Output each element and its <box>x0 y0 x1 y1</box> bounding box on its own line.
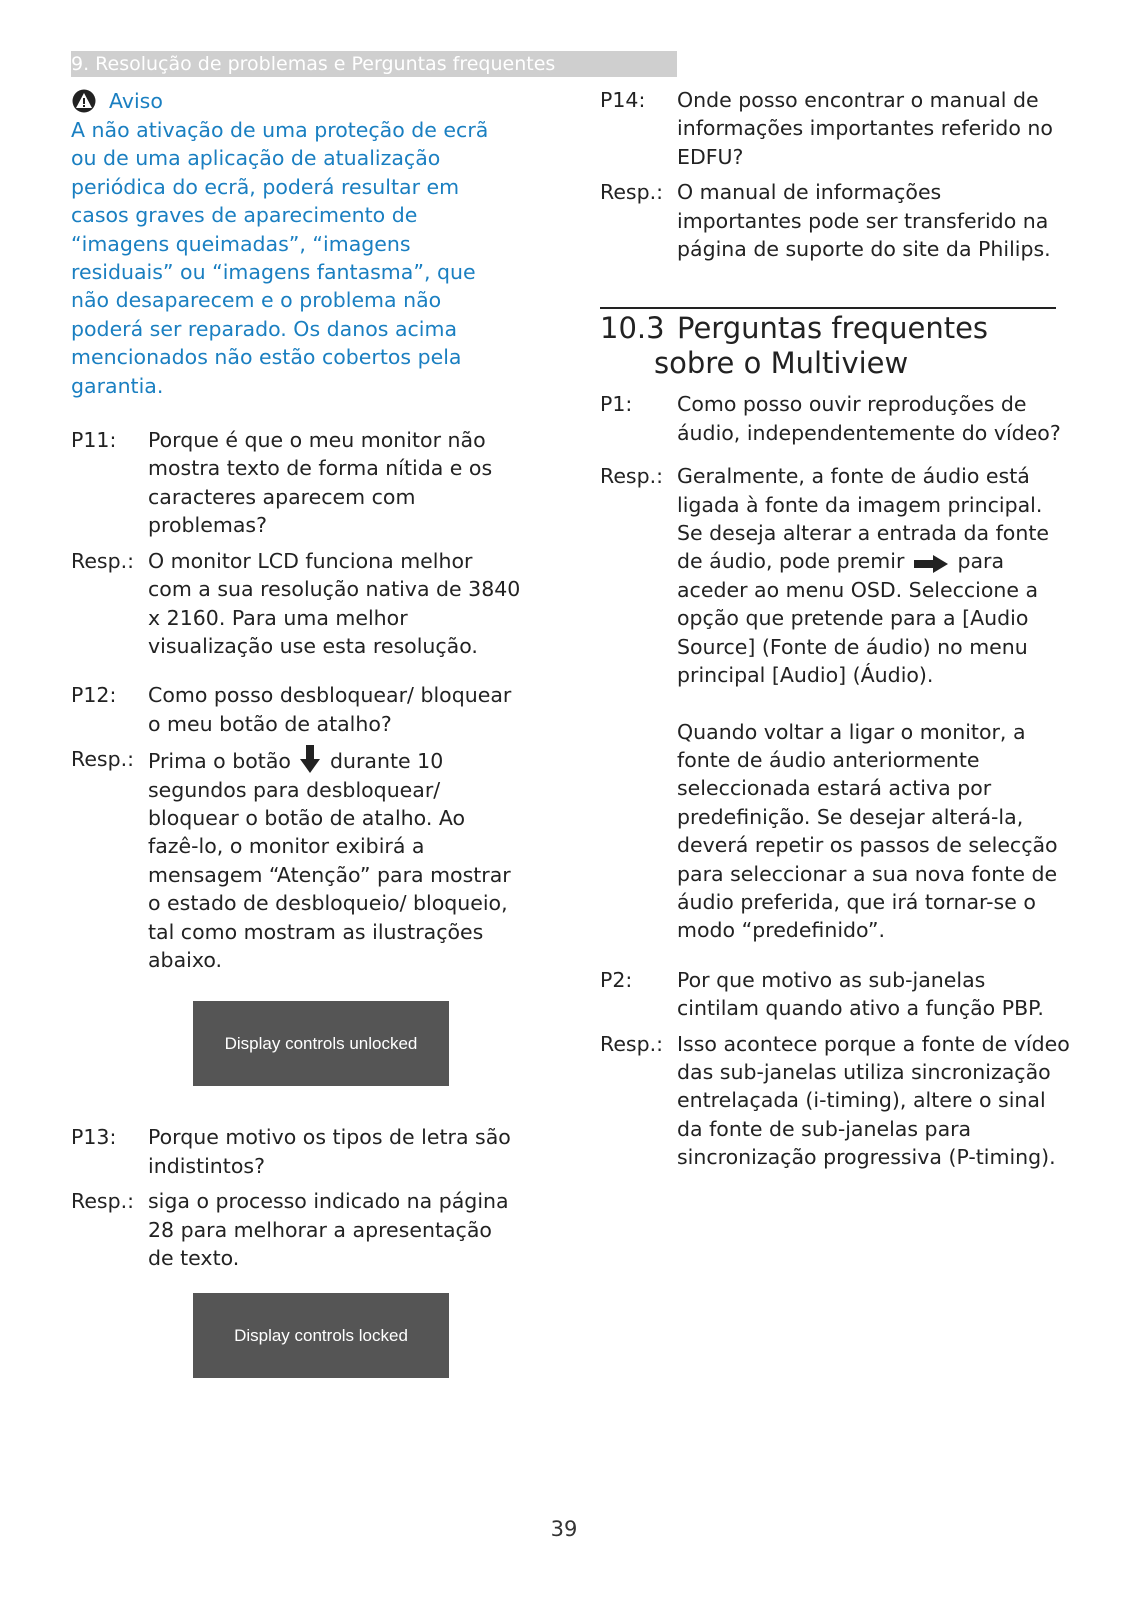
section-number: 10.3 <box>600 311 665 346</box>
warning-triangle-icon <box>71 89 97 113</box>
question-text: Como posso ouvir reproduções de áudio, independentemente do vídeo? <box>677 392 1061 445</box>
warning-heading <box>71 86 521 116</box>
question-text: Porque motivo os tipos de letra são indistintos? <box>148 1125 511 1178</box>
osd-locked-text: Display controls locked <box>234 1325 408 1345</box>
answer-paragraph-2: Quando voltar a ligar o monitor, a fonte de áudio anteriormente seleccionada estará activa por predefinição. Se desejar alterá-la, deverá repetir os passos de selecção para seleccionar a sua nova fonte de áudio preferida, que irá tornar-se o modo “predefinido”. <box>677 719 1058 943</box>
answer-r13 <box>71 1187 521 1272</box>
osd-message-locked <box>193 1293 449 1378</box>
question-text: Como posso desbloquear/ bloquear o meu botão de atalho? <box>148 683 512 736</box>
osd-message-unlocked <box>193 1001 449 1086</box>
section-divider <box>600 307 1056 309</box>
section-heading <box>600 311 1070 381</box>
warning-title: Aviso <box>109 88 163 113</box>
answer-text <box>148 745 521 974</box>
answer-text-before: Prima o botão <box>148 749 291 774</box>
answer-text-after: para aceder ao menu OSD. Seleccione a opção que pretende para a [Audio Source] (Fonte de áudio) no menu principal [Audio] (Áudio). <box>677 549 1039 688</box>
question-text: Por que motivo as sub-janelas cintilam quando ativo a função PBP. <box>677 967 1044 1021</box>
right-column <box>600 86 1070 1172</box>
answer-text-after: durante 10 segundos para desbloquear/ bloquear o botão de atalho. Ao fazê-lo, o monitor exibirá a mensagem “Atenção” para mostrar o estado de desbloqueio/ bloqueio, tal como mostram as ilustrações abaixo. <box>148 749 511 972</box>
question-p12 <box>71 681 521 738</box>
question-p2 <box>600 966 1070 1023</box>
answer-r2 <box>600 1030 1070 1172</box>
answer-label: Resp.: <box>71 548 135 573</box>
question-text: Porque é que o meu monitor não mostra texto de forma nítida e os caracteres aparecem com problemas? <box>148 428 493 538</box>
answer-label: Resp.: <box>600 180 664 205</box>
answer-r12 <box>71 745 521 974</box>
osd-unlocked-text: Display controls unlocked <box>224 1033 418 1053</box>
question-label: P2: <box>600 967 633 992</box>
question-p11 <box>71 426 521 540</box>
answer-label: Resp.: <box>71 1189 135 1214</box>
answer-text <box>677 462 1070 945</box>
question-p13 <box>71 1123 521 1180</box>
question-text: Onde posso encontrar o manual de informações importantes referido no EDFU? <box>677 88 1053 169</box>
right-arrow-icon <box>914 555 948 573</box>
left-column <box>71 86 521 1378</box>
warning-text: A não ativação de uma proteção de ecrã ou de uma aplicação de atualização periódica do ecrã, poderá resultar em casos graves de aparecimento de “imagens queimadas”, “imagens residuais” ou “imagens fantasma”, que não desaparecem e o problema não poderá ser reparado. Os danos acima mencionados não estão cobertos pela garantia. <box>71 118 489 398</box>
answer-text: O monitor LCD funciona melhor com a sua resolução nativa de 3840 x 2160. Para uma melhor visualização use esta resolução. <box>148 548 521 658</box>
answer-r1 <box>600 462 1070 945</box>
question-p14 <box>600 86 1070 171</box>
answer-text: O manual de informações importantes pode ser transferido na página de suporte do site da Philips. <box>677 180 1051 262</box>
question-label: P11: <box>71 428 117 453</box>
question-label: P14: <box>600 88 646 112</box>
answer-label: Resp.: <box>600 1031 664 1056</box>
answer-r14 <box>600 178 1070 263</box>
question-p1 <box>600 390 1070 447</box>
answer-r11 <box>71 547 521 661</box>
page-number: 39 <box>550 1517 578 1541</box>
question-label: P1: <box>600 392 633 417</box>
question-label: P13: <box>71 1125 117 1150</box>
section-title-line2: sobre o Multiview <box>654 346 909 381</box>
answer-text-before: Geralmente, a fonte de áudio está ligada à fonte da imagem principal. Se deseja alterar a entrada da fonte de áudio, pode premir <box>677 464 1049 574</box>
section-title-line1: Perguntas frequentes <box>677 311 989 346</box>
answer-text: Isso acontece porque a fonte de vídeo das sub-janelas utiliza sincronização entrelaçada (i-timing), altere o sinal da fonte de sub-janelas para sincronização progressiva (P-timing). <box>677 1031 1070 1170</box>
answer-text: siga o processo indicado na página 28 para melhorar a apresentação de texto. <box>148 1189 509 1270</box>
answer-label: Resp.: <box>71 747 135 772</box>
section-header-title: 9. Resolução de problemas e Perguntas frequentes <box>71 53 556 75</box>
down-arrow-icon <box>300 745 320 773</box>
question-label: P12: <box>71 683 117 708</box>
answer-label: Resp.: <box>600 464 664 489</box>
section-header <box>71 51 677 77</box>
